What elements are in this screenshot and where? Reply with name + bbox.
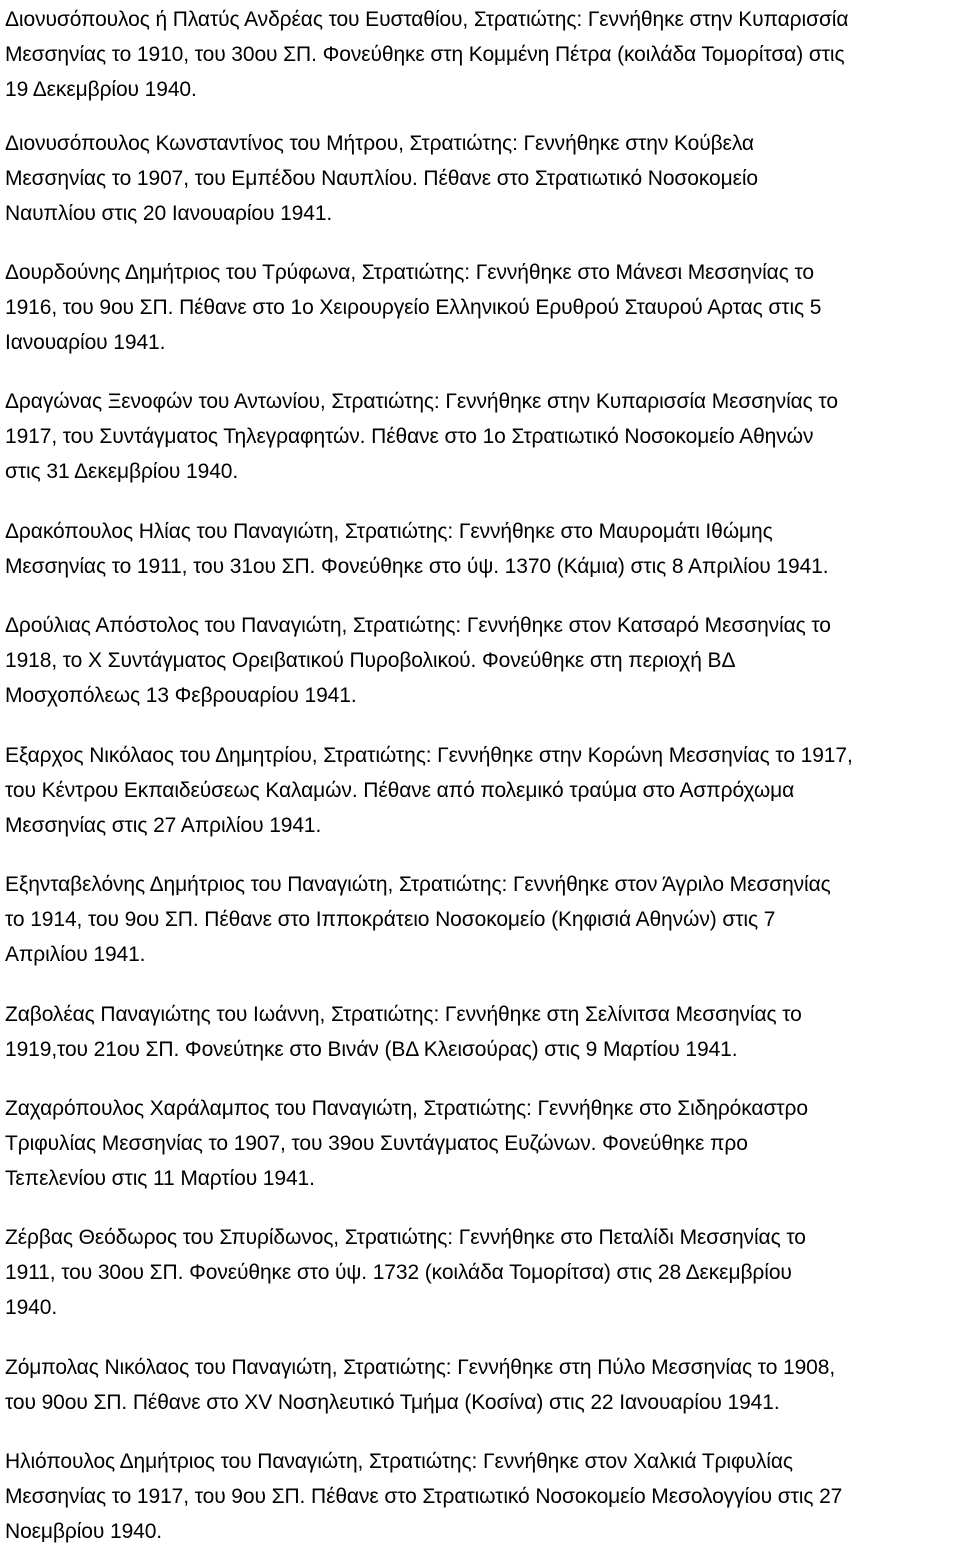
entry-zompolas-nikolaos: Ζόμπολας Νικόλαος του Παναγιώτη, Στρατιώτης: Γεννήθηκε στη Πύλο Μεσσηνίας το 1908, του 90ου ΣΠ. Πέθανε στο XV Νοσηλευτικό Τμήμα (Κοσίνα) στις 22 Ιανουαρίου 1941. bbox=[5, 1356, 836, 1414]
entry-dionysopoulos-andreas: Διονυσόπουλος ή Πλατύς Ανδρέας του Ευσταθίου, Στρατιώτης: Γεννήθηκε στην Κυπαρισσία Μεσσηνίας το 1910, του 30ου ΣΠ. Φονεύθηκε στη Κομμένη Πέτρα (κοιλάδα Τομορίτσα) στις 19 Δεκεμβρίου 1940. bbox=[5, 8, 849, 101]
entry-dragonas-xenofon: Δραγώνας Ξενοφών του Αντωνίου, Στρατιώτης: Γεννήθηκε στην Κυπαρισσία Μεσσηνίας το 1917, του Συντάγματος Τηλεγραφητών. Πέθανε στο 1ο Στρατιωτικό Νοσοκομείο Αθηνών στις 31 Δεκεμβρίου 1940. bbox=[5, 390, 838, 483]
entry-dionysopoulos-konstantinos: Διονυσόπουλος Κωνσταντίνος του Μήτρου, Στρατιώτης: Γεννήθηκε στην Κούβελα Μεσσηνίας το 1907, του Εμπέδου Ναυπλίου. Πέθανε στο Στρατιωτικό Νοσοκομείο Ναυπλίου στις 20 Ιανουαρίου 1941. bbox=[5, 132, 758, 225]
entry-exarchos-nikolaos: Εξαρχος Νικόλαος του Δημητρίου, Στρατιώτης: Γεννήθηκε στην Κορώνη Μεσσηνίας το 1917, του Κέντρου Εκπαιδεύσεως Καλαμών. Πέθανε από πολεμικό τραύμα στο Ασπρόχωμα Μεσσηνίας στις 27 Απριλίου 1941. bbox=[5, 744, 853, 837]
entry-droulias-apostolos: Δρούλιας Απόστολος του Παναγιώτη, Στρατιώτης: Γεννήθηκε στον Κατσαρό Μεσσηνίας το 1918, το Χ Συντάγματος Ορειβατικού Πυροβολικού. Φονεύθηκε στη περιοχή ΒΔ Μοσχοπόλεως 13 Φεβρουαρίου 1941. bbox=[5, 614, 831, 707]
entry-exintavelonis-dimitrios: Εξηνταβελόνης Δημήτριος του Παναγιώτη, Στρατιώτης: Γεννήθηκε στον Άγριλο Μεσσηνίας το 1914, του 9ου ΣΠ. Πέθανε στο Ιπποκράτειο Νοσοκομείο (Κηφισιά Αθηνών) στις 7 Απριλίου 1941. bbox=[5, 873, 831, 966]
entry-drakopoulos-ilias: Δρακόπουλος Ηλίας του Παναγιώτη, Στρατιώτης: Γεννήθηκε στο Μαυρομάτι Ιθώμης Μεσσηνίας το 1911, του 31ου ΣΠ. Φονεύθηκε στο ύψ. 1370 (Κάμια) στις 8 Απριλίου 1941. bbox=[5, 520, 829, 578]
entry-zavoleas-panagiotis: Ζαβολέας Παναγιώτης του Ιωάννη, Στρατιώτης: Γεννήθηκε στη Σελίνιτσα Μεσσηνίας το 1919,του 21ου ΣΠ. Φονεύτηκε στο Βινάν (ΒΔ Κλεισούρας) στις 9 Μαρτίου 1941. bbox=[5, 1003, 802, 1061]
entry-zacharopoulos-charalampos: Ζαχαρόπουλος Χαράλαμπος του Παναγιώτη, Στρατιώτης: Γεννήθηκε στο Σιδηρόκαστρο Τριφυλίας Μεσσηνίας το 1907, του 39ου Συντάγματος Ευζώνων. Φονεύθηκε προ Τεπελενίου στις 11 Μαρτίου 1941. bbox=[5, 1097, 808, 1190]
entry-zervas-theodoros: Ζέρβας Θεόδωρος του Σπυρίδωνος, Στρατιώτης: Γεννήθηκε στο Πεταλίδι Μεσσηνίας το 1911, του 30ου ΣΠ. Φονεύθηκε στο ύψ. 1732 (κοιλάδα Τομορίτσα) στις 28 Δεκεμβρίου 1940. bbox=[5, 1226, 806, 1319]
entry-dourdounis-dimitrios: Δουρδούνης Δημήτριος του Τρύφωνα, Στρατιώτης: Γεννήθηκε στο Μάνεσι Μεσσηνίας το 1916, του 9ου ΣΠ. Πέθανε στο 1ο Χειρουργείο Ελληνικού Ερυθρού Σταυρού Αρτας στις 5 Ιανουαρίου 1941. bbox=[5, 261, 822, 354]
entry-iliopoulos-dimitrios: Ηλιόπουλος Δημήτριος του Παναγιώτη, Στρατιώτης: Γεννήθηκε στον Χαλκιά Τριφυλίας Μεσσηνίας το 1917, του 9ου ΣΠ. Πέθανε στο Στρατιωτικό Νοσοκομείο Μεσολογγίου στις 27 Νοεμβρίου 1940. bbox=[5, 1450, 843, 1543]
